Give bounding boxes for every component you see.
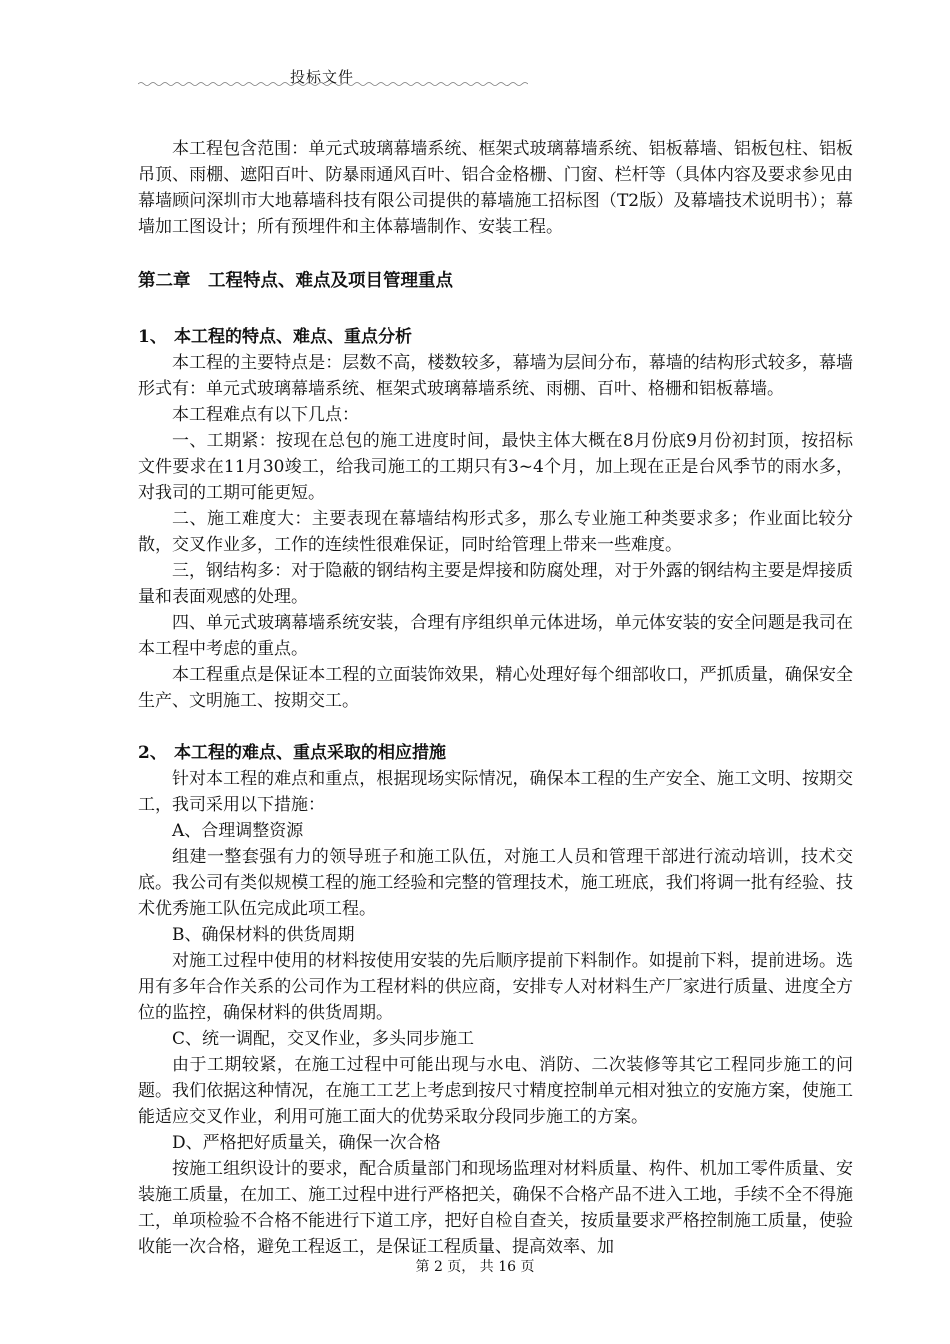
page-header: [138, 62, 528, 92]
paragraph: 由于工期较紧，在施工过程中可能出现与水电、消防、二次装修等其它工程同步施工的问题。我们依据这种情况，在施工工艺上考虑到按尺寸精度控制单元相对独立的安施方案，使施工能适应交叉作业，利用可施工面大的优势采取分段同步施工的方案。: [138, 1055, 853, 1127]
subheading-c: C、统一调配，交叉作业，多头同步施工: [172, 1029, 475, 1049]
paragraph: 三，钢结构多：对于隐蔽的钢结构主要是焊接和防腐处理，对于外露的钢结构主要是焊接质量和表面观感的处理。: [138, 561, 853, 607]
header-title: 投标文件: [290, 68, 355, 86]
page-footer: 第 2 页， 共 16 页: [415, 1259, 535, 1275]
section-1-title: 本工程的特点、难点、重点分析: [174, 327, 412, 347]
paragraph: 针对本工程的难点和重点，根据现场实际情况，确保本工程的生产安全、施工文明、按期交工，我司采用以下措施：: [138, 769, 853, 815]
paragraph: 二、施工难度大：主要表现在幕墙结构形式多，那么专业施工种类要求多；作业面比较分散，交叉作业多，工作的连续性很难保证，同时给管理上带来一些难度。: [138, 509, 853, 555]
section-1-number: 1、: [138, 327, 167, 347]
subheading-d: D、严格把好质量关，确保一次合格: [172, 1133, 441, 1153]
subheading-a: A、合理调整资源: [172, 821, 304, 841]
subheading-b: B、确保材料的供货周期: [172, 925, 355, 945]
chapter-heading: 第二章 工程特点、难点及项目管理重点: [138, 271, 453, 291]
scope-paragraph: 本工程包含范围：单元式玻璃幕墙系统、框架式玻璃幕墙系统、铝板幕墙、铝板包柱、铝板吊顶、雨棚、遮阳百叶、防暴雨通风百叶、铝合金格栅、门窗、栏杆等（具体内容及要求参见由幕墙顾问深圳市大地幕墙科技有限公司提供的幕墙施工招标图（T2版）及幕墙技术说明书）；幕墙加工图设计；所有预埋件和主体幕墙制作、安装工程。: [138, 139, 853, 237]
paragraph: 按施工组织设计的要求，配合质量部门和现场监理对材料质量、构件、机加工零件质量、安装施工质量，在加工、施工过程中进行严格把关，确保不合格产品不进入工地，手续不全不得施工，单项检验不合格不能进行下道工序，把好自检自查关，按质量要求严格控制施工质量，使验收能一次合格，避免工程返工，是保证工程质量、提高效率、加: [138, 1159, 853, 1257]
paragraph: 组建一整套强有力的领导班子和施工队伍，对施工人员和管理干部进行流动培训，技术交底。我公司有类似规模工程的施工经验和完整的管理技术，施工班底，我们将调一批有经验、技术优秀施工队伍完成此项工程。: [138, 847, 853, 919]
paragraph: 本工程的主要特点是：层数不高，楼数较多，幕墙为层间分布，幕墙的结构形式较多，幕墙形式有：单元式玻璃幕墙系统、框架式玻璃幕墙系统、雨棚、百叶、格栅和铝板幕墙。: [138, 353, 853, 399]
paragraph: 一、工期紧：按现在总包的施工进度时间，最快主体大概在8月份底9月份初封顶，按招标文件要求在11月30竣工，给我司施工的工期只有3~4个月，加上现在正是台风季节的雨水多，对我司的工期可能更短。: [138, 431, 853, 503]
section-1-heading: [138, 324, 853, 350]
paragraph: 四、单元式玻璃幕墙系统安装，合理有序组织单元体进场，单元体安装的安全问题是我司在本工程中考虑的重点。: [138, 613, 853, 659]
paragraph: 本工程难点有以下几点：: [172, 405, 359, 425]
paragraph: 本工程重点是保证本工程的立面装饰效果，精心处理好每个细部收口，严抓质量，确保安全生产、文明施工、按期交工。: [138, 665, 853, 711]
section-2-heading: [138, 740, 853, 766]
paragraph: 对施工过程中使用的材料按使用安装的先后顺序提前下料制作。如提前下料，提前进场。选用有多年合作关系的公司作为工程材料的供应商，安排专人对材料生产厂家进行质量、进度全方位的监控，确保材料的供货周期。: [138, 951, 853, 1023]
document-body: [138, 136, 853, 1260]
section-2-title: 本工程的难点、重点采取的相应措施: [174, 743, 446, 763]
section-2-number: 2、: [138, 743, 167, 763]
